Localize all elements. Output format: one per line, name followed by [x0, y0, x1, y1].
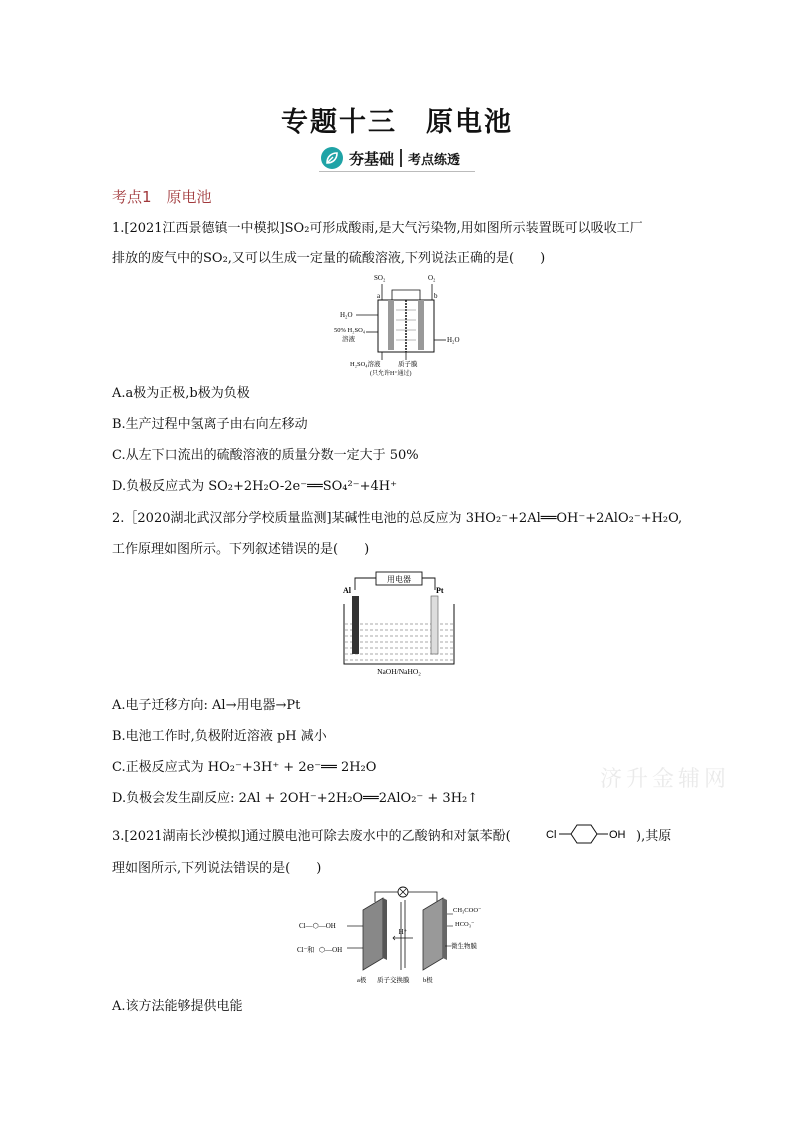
q3-option-a: A.该方法能够提供电能: [112, 999, 243, 1014]
q1-option-c: C.从左下口流出的硫酸溶液的质量分数一定大于 50%: [112, 448, 419, 463]
watermark: 济升金辅网: [600, 767, 731, 792]
q1-label-o2: O₂: [428, 274, 436, 282]
q1-label-h2o-in: H₂O: [340, 311, 353, 319]
leaf-icon: [321, 147, 343, 169]
q3-membrane-cell-diagram: [295, 882, 505, 986]
badge-sub: 考点练透: [408, 152, 461, 168]
badge-divider: [400, 149, 402, 167]
q1-label-membrane: 质子膜: [398, 361, 418, 368]
q3-stem-line1b: ),其原: [636, 829, 672, 844]
badge-main: 夯基础: [349, 149, 395, 168]
q3-label-cl-and: Cl⁻和: [297, 946, 315, 954]
q2-option-d: D.负极会发生副反应: 2Al + 2OH⁻+2H₂O══2AlO₂⁻ + 3H₂↑: [112, 791, 479, 806]
q1-label-membrane-note: (只允许H⁺通过): [370, 371, 412, 377]
q1-label-h2so4-50: 50% H₂SO₄: [334, 327, 366, 334]
q1-label-h2so4-out: H₂SO₄溶液: [350, 361, 381, 368]
q3-label-clphenol: Cl—⬡—OH: [299, 922, 336, 930]
q3-label-hplus: H⁺: [398, 928, 408, 936]
q1-option-a: A.a极为正极,b极为负极: [112, 386, 250, 401]
q1-label-so2: SO₂: [374, 274, 386, 282]
q2-option-b: B.电池工作时,负极附近溶液 pH 减小: [112, 729, 327, 744]
q1-option-d: D.负极反应式为 SO₂+2H₂O-2e⁻══SO₄²⁻+4H⁺: [112, 479, 397, 494]
q1-label-b: b: [434, 292, 438, 300]
q2-label-pt: Pt: [436, 586, 444, 595]
struct-cl: Cl: [546, 829, 557, 841]
q3-stem-line1a: 3.[2021湖南长沙模拟]通过膜电池可除去废水中的乙酸钠和对氯苯酚(: [112, 829, 511, 844]
q3-label-acetate: CH₃COO⁻: [453, 907, 482, 914]
q2-option-a: A.电子迁移方向: Al→用电器→Pt: [112, 698, 301, 713]
q1-label-a: a: [377, 292, 381, 300]
q3-label-biofilm: 微生物膜: [451, 943, 477, 950]
q3-label-a-electrode: a极: [357, 977, 367, 984]
chlorophenol-structure: [546, 822, 634, 846]
q3-label-b-electrode: b极: [423, 977, 433, 984]
section-badge: [319, 145, 475, 172]
q2-stem-line1: 2.［2020湖北武汉部分学校质量监测]某碱性电池的总反应为 3HO₂⁻+2Al══OH⁻+2AlO₂⁻+H₂O,: [112, 511, 683, 526]
q3-label-phenol: ⬡—OH: [319, 946, 343, 954]
q2-label-al: Al: [343, 586, 351, 595]
q1-label-solution: 溶液: [342, 336, 355, 343]
q1-label-h2o-out: H₂O: [447, 336, 460, 344]
q3-stem-line2: 理如图所示,下列说法错误的是( ): [112, 861, 322, 876]
q3-label-hco3: HCO₃⁻: [455, 921, 475, 928]
q1-option-b: B.生产过程中氢离子由右向左移动: [112, 417, 308, 432]
q2-option-c: C.正极反应式为 HO₂⁻+3H⁺ + 2e⁻══ 2H₂O: [112, 760, 377, 775]
q3-label-pem: 质子交换膜: [377, 977, 410, 984]
q2-stem-line2: 工作原理如图所示。下列叙述错误的是( ): [112, 542, 370, 557]
q2-label-device: 用电器: [387, 575, 411, 584]
q2-label-solution: NaOH/NaHO₂: [377, 667, 421, 676]
q1-stem-line1: 1.[2021江西景德镇一中模拟]SO₂可形成酸雨,是大气污染物,用如图所示装置既可以吸收工厂: [112, 221, 643, 236]
q2-battery-diagram: [340, 570, 460, 680]
section-heading: 考点1 原电池: [112, 188, 212, 206]
q1-stem-line2: 排放的废气中的SO₂,又可以生成一定量的硫酸溶液,下列说法正确的是( ): [112, 251, 546, 266]
page-title: 专题十三 原电池: [281, 107, 513, 138]
struct-oh: OH: [609, 829, 626, 841]
q1-electrolysis-diagram: [330, 270, 470, 380]
